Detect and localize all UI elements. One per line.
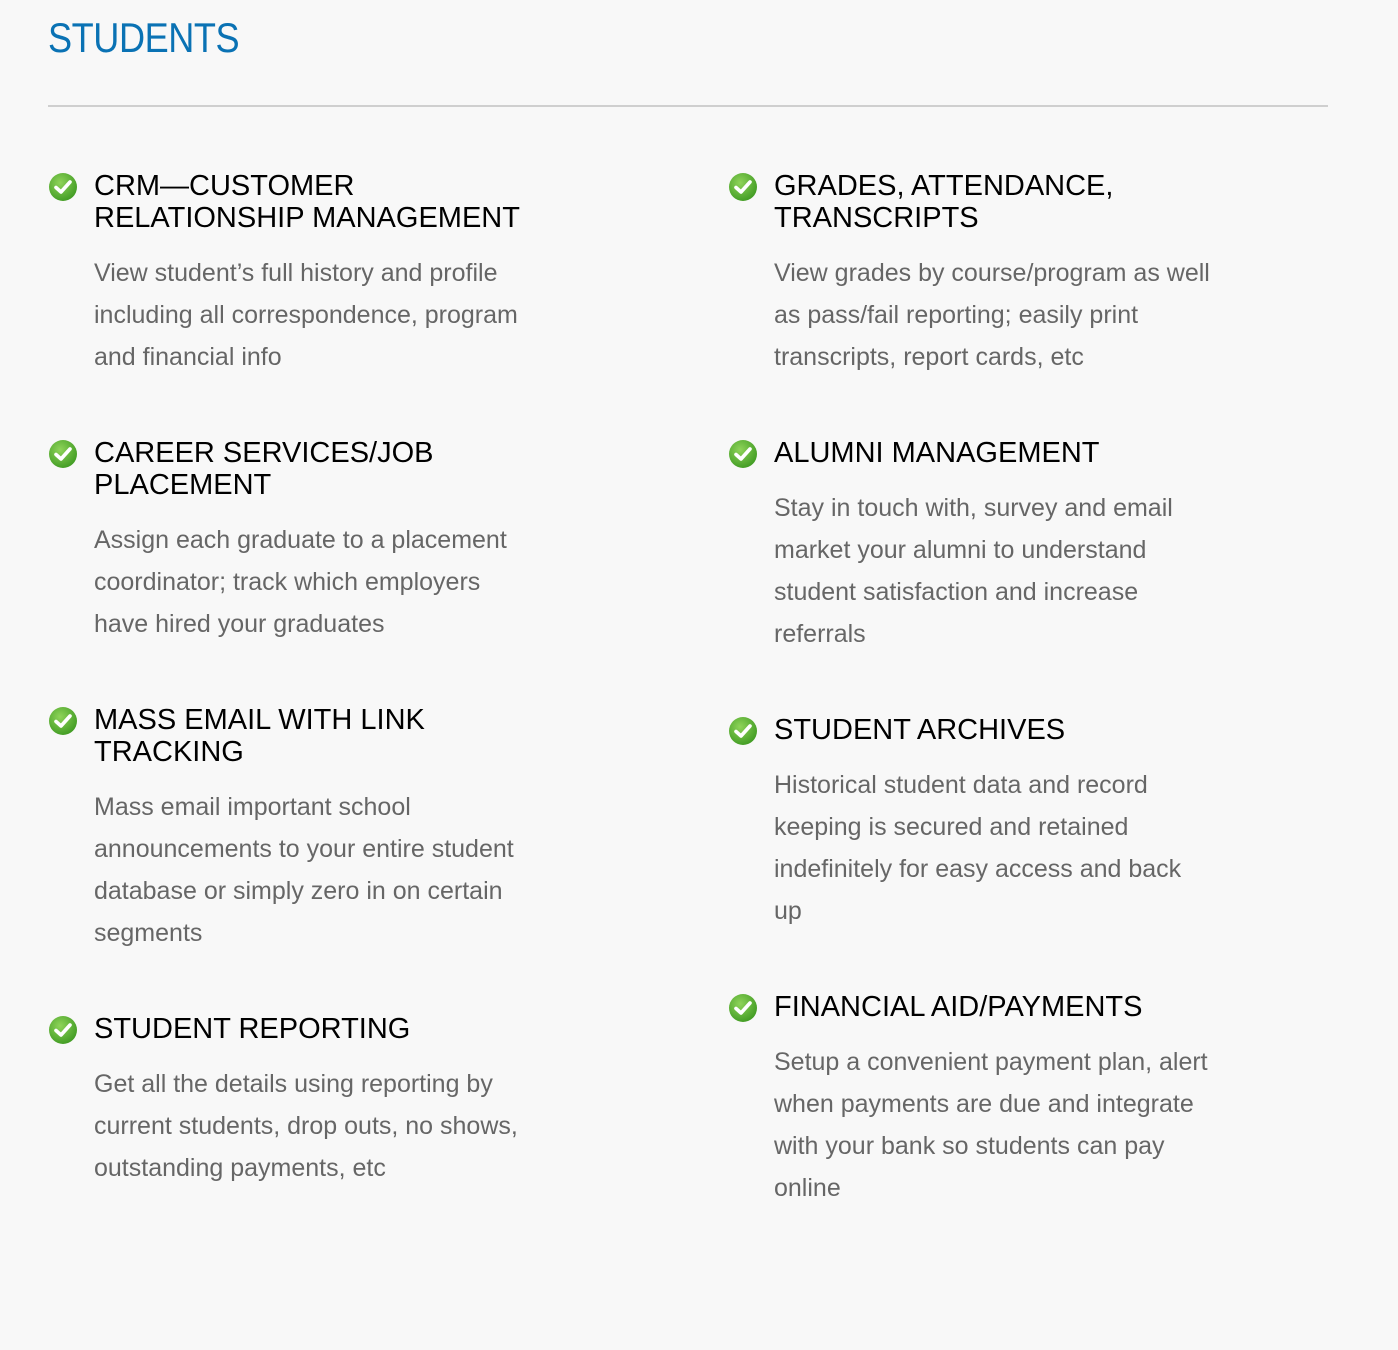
feature-item xyxy=(728,170,1228,378)
feature-description: Get all the details using reporting by current students, drop outs, no shows, outstanding payments, etc xyxy=(94,1070,518,1182)
page-title: STUDENTS xyxy=(48,14,240,61)
feature-heading: STUDENT REPORTING xyxy=(94,1013,411,1045)
feature-heading: GRADES, ATTENDANCE, TRANSCRIPTS xyxy=(774,170,1114,234)
divider xyxy=(48,105,1328,107)
feature-description: Historical student data and record keeping is secured and retained indefinitely for easy access and back up xyxy=(774,771,1182,925)
feature-description: View student’s full history and profile including all correspondence, program and financial info xyxy=(94,259,518,371)
check-circle-icon xyxy=(48,1015,78,1045)
feature-heading: FINANCIAL AID/PAYMENTS xyxy=(774,991,1143,1023)
check-circle-icon xyxy=(48,706,78,736)
feature-item xyxy=(728,437,1228,655)
left-feature-column xyxy=(48,170,548,1248)
check-circle-icon xyxy=(48,172,78,202)
feature-description: Mass email important school announcements to your entire student database or simply zero in on certain segments xyxy=(94,793,514,947)
right-feature-column xyxy=(728,170,1228,1268)
feature-heading: MASS EMAIL WITH LINK TRACKING xyxy=(94,704,425,768)
feature-heading: STUDENT ARCHIVES xyxy=(774,714,1066,746)
feature-item xyxy=(48,170,548,378)
feature-description: View grades by course/program as well as pass/fail reporting; easily print transcripts, report cards, etc xyxy=(774,259,1210,371)
feature-item xyxy=(48,437,548,645)
feature-heading: CAREER SERVICES/JOB PLACEMENT xyxy=(94,437,434,501)
feature-heading: CRM—CUSTOMER RELATIONSHIP MANAGEMENT xyxy=(94,170,520,234)
check-circle-icon xyxy=(728,716,758,746)
check-circle-icon xyxy=(728,993,758,1023)
check-circle-icon xyxy=(48,439,78,469)
feature-description: Setup a convenient payment plan, alert when payments are due and integrate with your bank so students can pay online xyxy=(774,1048,1208,1202)
feature-item xyxy=(48,704,548,954)
feature-item xyxy=(728,714,1228,932)
feature-description: Stay in touch with, survey and email market your alumni to understand student satisfaction and increase referrals xyxy=(774,494,1173,648)
feature-item xyxy=(728,991,1228,1209)
feature-heading: ALUMNI MANAGEMENT xyxy=(774,437,1100,469)
check-circle-icon xyxy=(728,439,758,469)
check-circle-icon xyxy=(728,172,758,202)
feature-description: Assign each graduate to a placement coordinator; track which employers have hired your graduates xyxy=(94,526,507,638)
feature-item xyxy=(48,1013,548,1189)
